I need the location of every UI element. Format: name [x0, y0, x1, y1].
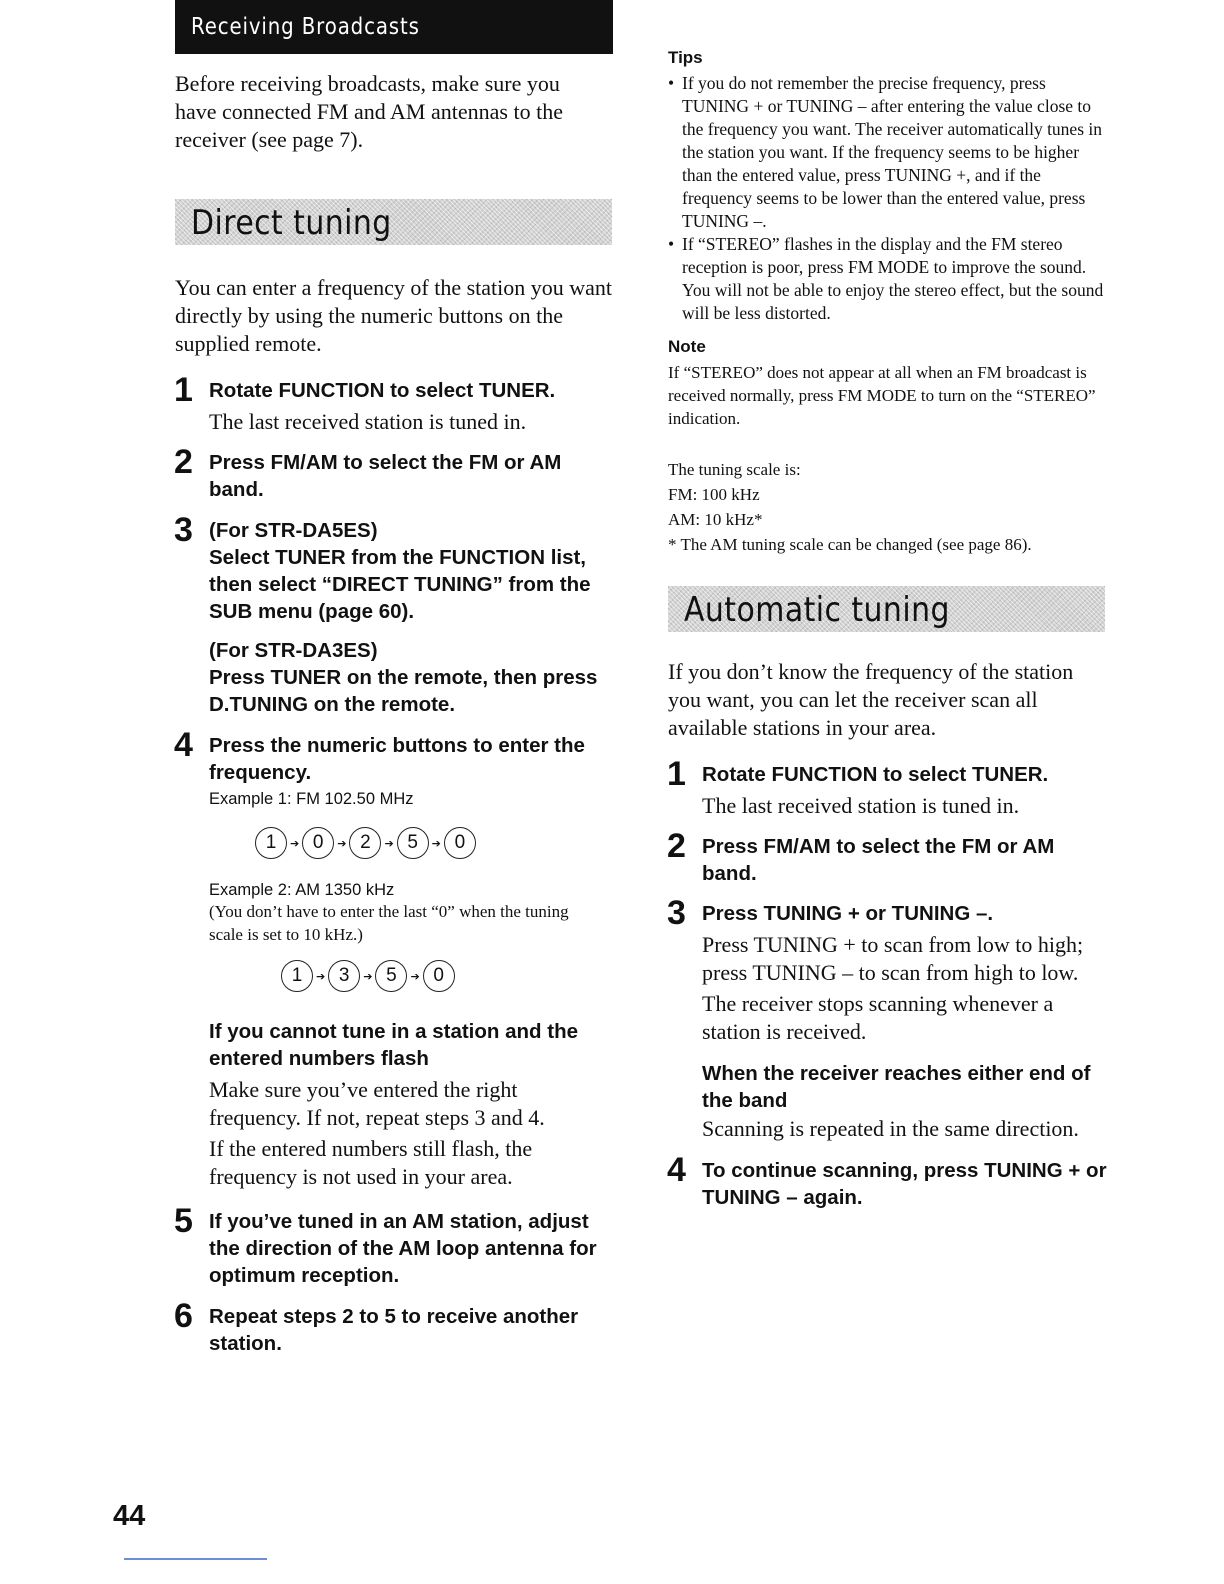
step-title: Press FM/AM to select the FM or AM band.: [209, 451, 562, 501]
digit-key: 1: [255, 827, 287, 859]
note-text: If “STEREO” does not appear at all when an FM broadcast is received normally, press FM MODE to turn on the “STEREO” indication.: [668, 363, 1096, 428]
digit-key: 1: [281, 960, 313, 992]
scale-am: AM: 10 kHz*: [668, 510, 763, 529]
left-column: [175, 70, 620, 1357]
section-heading-automatic-tuning: [668, 586, 1105, 632]
right-column: [668, 48, 1108, 1211]
step-4: [667, 1151, 1108, 1211]
step-body: Press TUNING + to scan from low to high; press TUNING – to scan from high to low.: [702, 932, 1084, 985]
scale-fm: FM: 100 kHz: [668, 485, 760, 504]
tips-heading: Tips: [668, 48, 703, 67]
step-2: [174, 443, 620, 503]
tips-list: [668, 72, 1108, 325]
model-label: (For STR-DA3ES): [209, 639, 378, 662]
step-number: 4: [174, 726, 193, 764]
digit-key: 3: [328, 960, 360, 992]
step-3: [174, 511, 620, 718]
arrow-right-icon: ➔: [363, 969, 373, 983]
step-number: 1: [174, 371, 193, 409]
note-heading: Note: [668, 337, 706, 356]
step-body: The last received station is tuned in.: [702, 793, 1020, 818]
step-1: [667, 755, 1108, 820]
step-title: Press TUNER on the remote, then press D.TUNING on the remote.: [209, 666, 598, 716]
step-number: 6: [174, 1297, 193, 1335]
section-intro: You can enter a frequency of the station you want directly by using the numeric buttons on the supplied remote.: [175, 275, 613, 356]
section-intro: If you don’t know the frequency of the station you want, you can let the receiver scan all available stations in your area.: [668, 659, 1074, 740]
arrow-right-icon: ➔: [384, 836, 394, 850]
example-2-note: (You don’t have to enter the last “0” when the tuning scale is set to 10 kHz.): [209, 902, 569, 944]
arrow-right-icon: ➔: [290, 836, 300, 850]
step-1: [174, 371, 620, 436]
troubleshoot-heading: If you cannot tune in a station and the entered numbers flash: [209, 1020, 579, 1070]
step-4: [174, 726, 620, 1191]
model-label: (For STR-DA5ES): [209, 519, 378, 542]
step-title: If you’ve tuned in an AM station, adjust the direction of the AM loop antenna for optimum reception.: [209, 1210, 597, 1287]
digit-key: 0: [423, 960, 455, 992]
digit-key: 5: [375, 960, 407, 992]
step-5: [174, 1202, 620, 1289]
step-title: Select TUNER from the FUNCTION list, then select “DIRECT TUNING” from the SUB menu (page 60).: [209, 546, 591, 623]
troubleshoot-text: If the entered numbers still flash, the frequency is not used in your area.: [209, 1136, 533, 1189]
example-2-label: Example 2: AM 1350 kHz: [209, 881, 395, 899]
step-body: The last received station is tuned in.: [209, 409, 527, 434]
step-number: 3: [667, 894, 686, 932]
step-title: Repeat steps 2 to 5 to receive another station.: [209, 1305, 579, 1355]
digit-key: 2: [349, 827, 381, 859]
step-number: 2: [174, 443, 193, 481]
sub-body: Scanning is repeated in the same direction.: [702, 1116, 1079, 1141]
arrow-right-icon: ➔: [410, 969, 420, 983]
step-title: Rotate FUNCTION to select TUNER.: [702, 763, 1049, 786]
troubleshoot-text: Make sure you’ve entered the right frequency. If not, repeat steps 3 and 4.: [209, 1077, 545, 1130]
step-3: [667, 894, 1108, 1143]
step-number: 3: [174, 511, 193, 549]
step-title: Press TUNING + or TUNING –.: [702, 902, 994, 925]
tip-item: • If you do not remember the precise frequency, press TUNING + or TUNING – after entering the value close to the frequency you want. The receiver automatically tunes in the station you want. If the frequency seems to be higher than the entered value, press TUNING +, and if the frequency seems to be lower than the entered value, press TUNING –.: [668, 72, 1108, 233]
step-number: 1: [667, 755, 686, 793]
step-number: 2: [667, 827, 686, 865]
step-title: Press FM/AM to select the FM or AM band.: [702, 835, 1055, 885]
step-number: 4: [667, 1151, 686, 1189]
chapter-header-bar: [175, 0, 613, 54]
example-1-key-sequence: [255, 827, 620, 859]
step-title: Rotate FUNCTION to select TUNER.: [209, 379, 556, 402]
arrow-right-icon: ➔: [431, 836, 441, 850]
step-title: Press the numeric buttons to enter the frequency.: [209, 734, 585, 784]
digit-key: 0: [444, 827, 476, 859]
sub-heading: When the receiver reaches either end of the band: [702, 1062, 1091, 1112]
section-heading-direct-tuning: [175, 199, 612, 245]
arrow-right-icon: ➔: [337, 836, 347, 850]
section-title: Automatic tuning: [684, 590, 950, 630]
intro-paragraph: Before receiving broadcasts, make sure you have connected FM and AM antennas to the receiver (see page 7).: [175, 71, 563, 152]
step-2: [667, 827, 1108, 887]
chapter-title: Receiving Broadcasts: [191, 14, 420, 40]
example-2-key-sequence: [281, 960, 620, 992]
arrow-right-icon: ➔: [316, 969, 326, 983]
section-title: Direct tuning: [191, 203, 392, 243]
step-title: To continue scanning, press TUNING + or TUNING – again.: [702, 1159, 1107, 1209]
page-number: 44: [113, 1500, 146, 1532]
example-1-label: Example 1: FM 102.50 MHz: [209, 790, 414, 808]
step-number: 5: [174, 1202, 193, 1240]
digit-key: 5: [397, 827, 429, 859]
tip-item: • If “STEREO” flashes in the display and the FM stereo reception is poor, press FM MODE to improve the sound. You will not be able to enjoy the stereo effect, but the sound will be less distorted.: [668, 233, 1108, 325]
scale-intro: The tuning scale is:: [668, 460, 801, 479]
step-6: [174, 1297, 620, 1357]
scale-footnote: * The AM tuning scale can be changed (see page 86).: [668, 535, 1032, 554]
step-body: The receiver stops scanning whenever a station is received.: [702, 991, 1054, 1044]
digit-key: 0: [302, 827, 334, 859]
footer-rule: [124, 1558, 267, 1560]
